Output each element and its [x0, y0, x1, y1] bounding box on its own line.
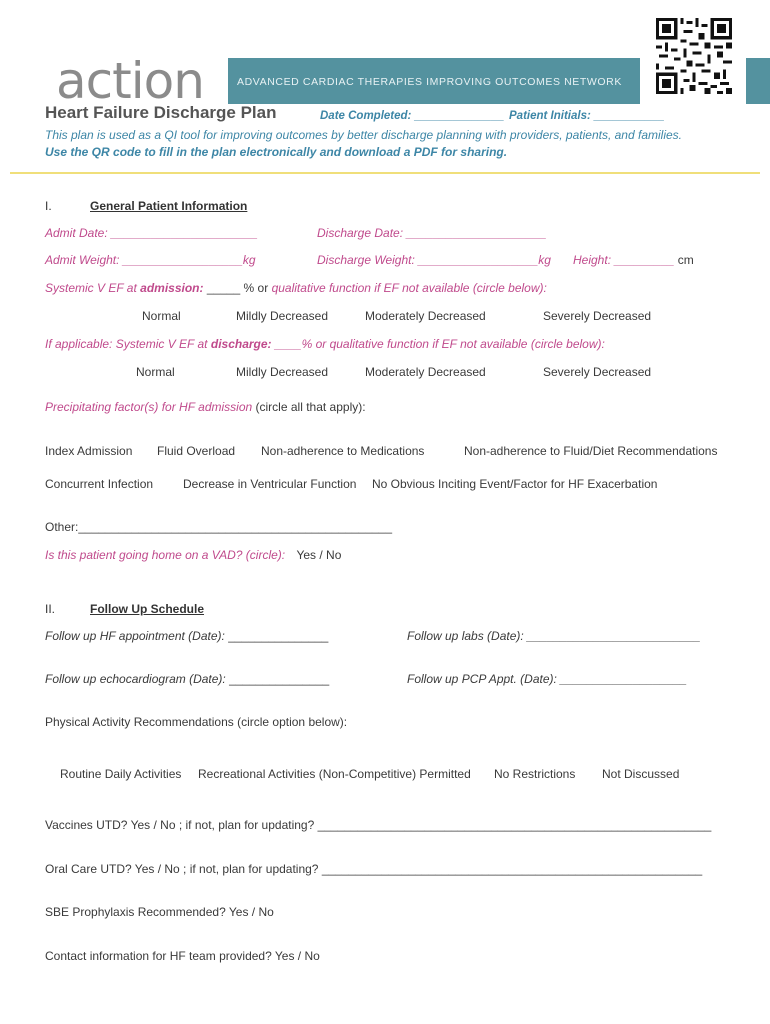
admit-weight-field[interactable]: Admit Weight: __________________kg: [45, 253, 256, 267]
qr-code-icon[interactable]: [656, 18, 732, 94]
factor-concurrent-infection[interactable]: Concurrent Infection: [45, 477, 154, 491]
section-1-number: I.: [45, 199, 52, 213]
factor-diet-nonadherence[interactable]: Non-adherence to Fluid/Diet Recommendations: [464, 444, 718, 458]
date-completed-field[interactable]: Date Completed: ______________: [320, 110, 505, 122]
height-field[interactable]: [573, 253, 694, 267]
height-unit: cm: [677, 253, 694, 267]
section-2-number: II.: [45, 602, 56, 616]
other-factor-field[interactable]: Other:_______________________________________________: [45, 520, 393, 534]
contact-info-field[interactable]: Contact information for HF team provided? Yes / No: [45, 949, 320, 963]
intro-line-2: Use the QR code to fill in the plan electronically and download a PDF for sharing.: [45, 145, 508, 159]
activity-option-not-discussed[interactable]: Not Discussed: [602, 767, 680, 781]
ef-discharge-pre: If applicable: Systemic V EF at: [45, 337, 208, 351]
ef-discharge-row[interactable]: [45, 337, 605, 351]
height-label: Height: _________: [573, 253, 675, 267]
ef-discharge-option-normal[interactable]: Normal: [136, 365, 175, 379]
hf-appointment-field[interactable]: [45, 629, 328, 643]
factor-fluid-overload[interactable]: Fluid Overload: [157, 444, 236, 458]
hf-appointment-blank: _______________: [224, 629, 329, 643]
patient-initials-field[interactable]: Patient Initials: ___________: [509, 110, 665, 122]
factor-med-nonadherence[interactable]: Non-adherence to Medications: [261, 444, 425, 458]
page-title: Heart Failure Discharge Plan: [45, 103, 277, 122]
echo-blank: _______________: [225, 672, 330, 686]
sbe-prophylaxis-field[interactable]: SBE Prophylaxis Recommended? Yes / No: [45, 905, 274, 919]
ef-admission-pre: Systemic V EF at: [45, 281, 137, 295]
ef-admission-row[interactable]: [45, 281, 547, 295]
ef-admission-blank: _____ % or: [203, 281, 269, 295]
ef-admission-option-mildly[interactable]: Mildly Decreased: [236, 309, 329, 323]
vaccines-field[interactable]: Vaccines UTD? Yes / No ; if not, plan for updating? ___________________________________________________________: [45, 818, 712, 832]
network-banner: [228, 58, 640, 104]
ef-discharge-post: ____% or qualitative function if EF not available (circle below):: [271, 337, 605, 351]
ef-discharge-bold: discharge:: [210, 337, 272, 351]
factor-no-inciting-event[interactable]: No Obvious Inciting Event/Factor for HF Exacerbation: [372, 477, 658, 491]
pcp-field[interactable]: Follow up PCP Appt. (Date): ___________________: [407, 672, 687, 686]
action-logo: [56, 52, 204, 110]
precip-post: (circle all that apply):: [252, 400, 366, 414]
precipitating-factors-prompt: [45, 400, 366, 414]
ef-admission-bold: admission:: [140, 281, 204, 295]
oral-care-field[interactable]: Oral Care UTD? Yes / No ; if not, plan for updating? _________________________________________________________: [45, 862, 703, 876]
hf-appointment-label: Follow up HF appointment (Date):: [45, 629, 225, 643]
echo-field[interactable]: [45, 672, 329, 686]
precip-pre: Precipitating factor(s) for HF admission: [45, 400, 253, 414]
banner-edge: [746, 58, 770, 104]
vad-question: Is this patient going home on a VAD? (circle):: [45, 548, 286, 562]
header-divider: [10, 172, 760, 174]
echo-label: Follow up echocardiogram (Date):: [45, 672, 226, 686]
vad-options[interactable]: Yes / No: [296, 548, 342, 562]
admit-date-field[interactable]: Admit Date: ______________________: [45, 226, 258, 240]
ef-discharge-option-severely[interactable]: Severely Decreased: [543, 365, 652, 379]
factor-decreased-ventricular-function[interactable]: Decrease in Ventricular Function: [183, 477, 357, 491]
section-2-heading: Follow Up Schedule: [90, 602, 205, 616]
ef-admission-option-moderately[interactable]: Moderately Decreased: [365, 309, 486, 323]
labs-field[interactable]: Follow up labs (Date): __________________________: [407, 629, 701, 643]
discharge-weight-field[interactable]: Discharge Weight: __________________kg: [317, 253, 551, 267]
ef-discharge-option-mildly[interactable]: Mildly Decreased: [236, 365, 329, 379]
activity-prompt: Physical Activity Recommendations (circle option below):: [45, 715, 348, 729]
activity-option-recreational[interactable]: Recreational Activities (Non-Competitive) Permitted: [198, 767, 471, 781]
ef-discharge-option-moderately[interactable]: Moderately Decreased: [365, 365, 486, 379]
activity-option-routine[interactable]: Routine Daily Activities: [60, 767, 182, 781]
section-1-heading: General Patient Information: [90, 199, 248, 213]
activity-option-no-restrictions[interactable]: No Restrictions: [494, 767, 576, 781]
vad-row[interactable]: [45, 548, 341, 562]
banner-text: ADVANCED CARDIAC THERAPIES IMPROVING OUTCOMES NETWORK: [237, 76, 622, 88]
logo-text: action: [56, 52, 204, 110]
intro-line-1: This plan is used as a QI tool for improving outcomes by better discharge planning with providers, patients, and families.: [45, 128, 682, 142]
ef-admission-post: qualitative function if EF not available (circle below):: [271, 281, 547, 295]
discharge-date-field[interactable]: Discharge Date: _____________________: [317, 226, 547, 240]
factor-index-admission[interactable]: Index Admission: [45, 444, 133, 458]
ef-admission-option-normal[interactable]: Normal: [142, 309, 181, 323]
ef-admission-option-severely[interactable]: Severely Decreased: [543, 309, 652, 323]
